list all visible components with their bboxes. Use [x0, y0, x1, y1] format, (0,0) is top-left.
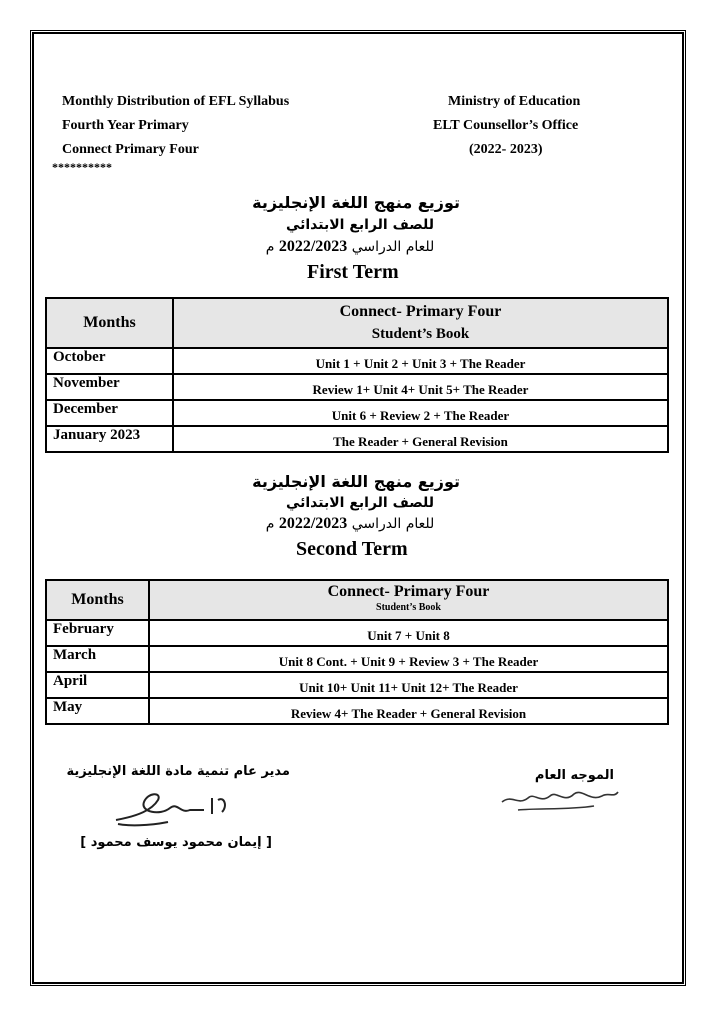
year-suffix: م — [265, 239, 275, 255]
month-cell: March — [46, 646, 149, 672]
second-term-title: Second Term — [296, 538, 408, 560]
content-cell: Unit 7 + Unit 8 — [149, 620, 668, 646]
table-row — [46, 400, 668, 426]
table-row — [46, 646, 668, 672]
book-title: Connect- Primary Four — [327, 583, 490, 600]
table-row — [46, 620, 668, 646]
year-suffix: م — [265, 516, 275, 532]
content-cell: Review 4+ The Reader + General Revision — [149, 698, 668, 724]
table-row — [46, 348, 668, 374]
table-row — [46, 426, 668, 452]
months-header: Months — [46, 298, 173, 348]
second-term-arabic-grade: للصف الرابع الابتدائي — [285, 495, 435, 511]
month-cell: October — [46, 348, 173, 374]
book-subtitle: Student’s Book — [376, 602, 441, 613]
book-title: Connect- Primary Four — [339, 303, 502, 320]
month-cell: January 2023 — [46, 426, 173, 452]
first-term-title: First Term — [307, 261, 399, 283]
content-cell: Unit 8 Cont. + Unit 9 + Review 3 + The Reader — [149, 646, 668, 672]
header-left-line-2: Fourth Year Primary — [62, 118, 189, 133]
second-term-table — [45, 579, 669, 725]
right-signature-title: الموجه العام — [534, 768, 614, 783]
book-header — [173, 298, 668, 348]
second-term-arabic-title: توزيع منهج اللغة الإنجليزية — [252, 472, 460, 491]
right-signature-scribble — [498, 780, 622, 814]
year-label: للعام الدراسي — [351, 516, 435, 532]
month-cell: December — [46, 400, 173, 426]
left-signature-scribble — [108, 786, 248, 832]
table-row — [46, 698, 668, 724]
month-cell: May — [46, 698, 149, 724]
month-cell: April — [46, 672, 149, 698]
header-left-line-3: Connect Primary Four — [62, 142, 199, 157]
months-header: Months — [46, 580, 149, 620]
first-term-table — [45, 297, 669, 453]
content-cell: The Reader + General Revision — [173, 426, 668, 452]
table-header-row — [46, 580, 668, 620]
header-right-line-2: ELT Counsellor’s Office — [433, 118, 579, 133]
content-cell: Review 1+ Unit 4+ Unit 5+ The Reader — [173, 374, 668, 400]
header-right-line-1: Ministry of Education — [448, 94, 581, 109]
table-row — [46, 374, 668, 400]
content-cell: Unit 1 + Unit 2 + Unit 3 + The Reader — [173, 348, 668, 374]
table-row — [46, 672, 668, 698]
content-cell: Unit 6 + Review 2 + The Reader — [173, 400, 668, 426]
table-header-row — [46, 298, 668, 348]
month-cell: February — [46, 620, 149, 646]
header-stars: ********** — [52, 160, 112, 174]
header-left-line-1: Monthly Distribution of EFL Syllabus — [62, 94, 290, 109]
first-term-arabic-year — [230, 238, 470, 256]
year-value: 2022/2023 — [278, 515, 348, 532]
first-term-arabic-title: توزيع منهج اللغة الإنجليزية — [252, 193, 460, 212]
header-right-line-3: (2022- 2023) — [469, 142, 543, 157]
content-cell: Unit 10+ Unit 11+ Unit 12+ The Reader — [149, 672, 668, 698]
second-term-arabic-year — [230, 515, 470, 533]
left-signature-title: مدير عام تنمية مادة اللغة الإنجليزية — [66, 764, 290, 779]
year-label: للعام الدراسي — [351, 239, 435, 255]
first-term-arabic-grade: للصف الرابع الابتدائي — [285, 217, 435, 233]
month-cell: November — [46, 374, 173, 400]
left-signature-name: [ إيمان محمود يوسف محمود ] — [80, 835, 272, 850]
book-subtitle: Student’s Book — [371, 326, 470, 342]
year-value: 2022/2023 — [278, 238, 348, 255]
book-header — [149, 580, 668, 620]
